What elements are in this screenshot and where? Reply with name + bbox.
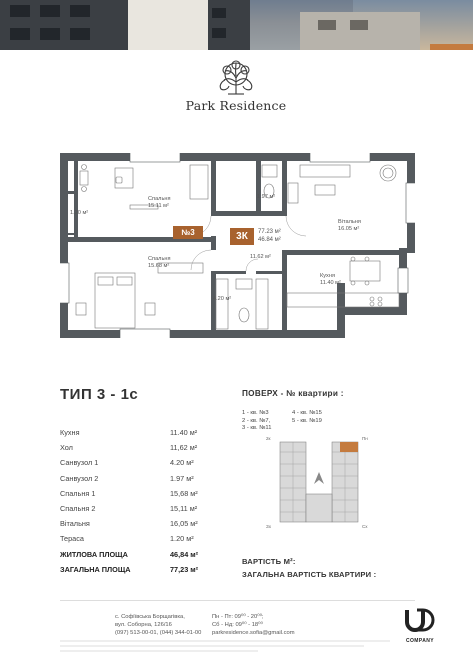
living-label: Вітальня 16.05 м² xyxy=(338,219,361,232)
footer-disclaimer xyxy=(60,640,390,662)
bedroom1-label: Спальня 15.68 м² xyxy=(148,256,171,269)
footer-email[interactable]: parkresidence.sofia@gmail.com xyxy=(212,630,295,637)
bedroom2-label: Спальня 15.11 м² xyxy=(148,196,171,209)
footer-divider xyxy=(60,600,415,601)
list-item: 4 - кв. №15 xyxy=(292,410,322,416)
accent-bar xyxy=(430,44,473,50)
ud-logo-icon xyxy=(405,608,435,632)
list-item: 2 - кв. №7, xyxy=(242,417,271,424)
table-row: Санвузол 1 4.20 м² xyxy=(60,458,194,468)
apartment-type-title: ТИП 3 - 1с xyxy=(60,386,139,403)
footer-address: с. Софіївська Борщагівка, вул. Соборна, 126/16 (097) 513-00-01, (044) 344-01-00 xyxy=(115,614,202,637)
mini-plan-label: Зх xyxy=(266,524,271,529)
kitchen-label: Кухня 11.40 м² xyxy=(320,273,341,286)
plan-area-summary: 77.23 м² 46.84 м² xyxy=(258,229,281,243)
apt-number-badge: №3 xyxy=(173,226,203,239)
table-row: Хол 11,62 м² xyxy=(60,443,198,453)
table-row: Кухня 11.40 м² xyxy=(60,428,198,437)
list-item: 1 - кв. №3 xyxy=(242,410,269,416)
tree-icon xyxy=(215,60,257,96)
price-total: ЗАГАЛЬНА ВАРТІСТЬ КВАРТИРИ : xyxy=(242,570,377,579)
brand-logo xyxy=(180,60,292,113)
highlighted-apartment xyxy=(340,442,358,452)
floor-plan xyxy=(60,153,415,338)
area-table xyxy=(60,426,210,578)
list-item: 3 - кв. №11 xyxy=(242,425,272,432)
terrace-label: 1.20 м² xyxy=(70,210,89,216)
table-row: Спальня 2 15,11 м² xyxy=(60,503,198,513)
living-area-row: ЖИТЛОВА ПЛОЩА 46,84 м² xyxy=(60,549,199,559)
list-item: 5 - кв. №19 xyxy=(292,417,322,424)
brand-name: Park Residence xyxy=(185,98,287,113)
table-row: Санвузол 2 1.97 м² xyxy=(60,473,194,483)
bath1-label: 4.20 м² xyxy=(213,296,232,302)
table-row: Спальня 1 15,68 м² xyxy=(60,488,198,498)
floors-title: ПОВЕРХ - № квартири : xyxy=(242,389,344,398)
table-row: Вітальня 16,05 м² xyxy=(60,519,198,529)
mini-plan-label: 2к xyxy=(266,436,271,441)
bath2-label: 1.97 м² xyxy=(257,194,276,200)
rooms-badge: 3К xyxy=(230,228,254,245)
building-floor-plan xyxy=(262,432,377,530)
ud-company-logo: COMPANY xyxy=(402,608,438,644)
footer-contacts: Пн - Пт: 09⁰⁰ - 20⁰⁰; Сб - Нд: 09⁰⁰ - 18⁰⁰ parkresidence.sofia@gmail.com xyxy=(212,614,295,637)
mini-plan-label: Пн xyxy=(362,436,368,441)
mini-plan-label: Сх xyxy=(362,524,368,529)
table-row: Тераса 1.20 м² xyxy=(60,534,194,544)
hero-photo xyxy=(0,0,473,50)
total-area-row: ЗАГАЛЬНА ПЛОЩА 77,23 м² xyxy=(60,564,199,574)
footer-phones[interactable]: (097) 513-00-01, (044) 344-01-00 xyxy=(115,630,202,637)
hall-label: 11.62 м² xyxy=(250,254,271,260)
compass-icon xyxy=(314,472,324,484)
price-per-m2: ВАРТІСТЬ М²: xyxy=(242,557,296,566)
